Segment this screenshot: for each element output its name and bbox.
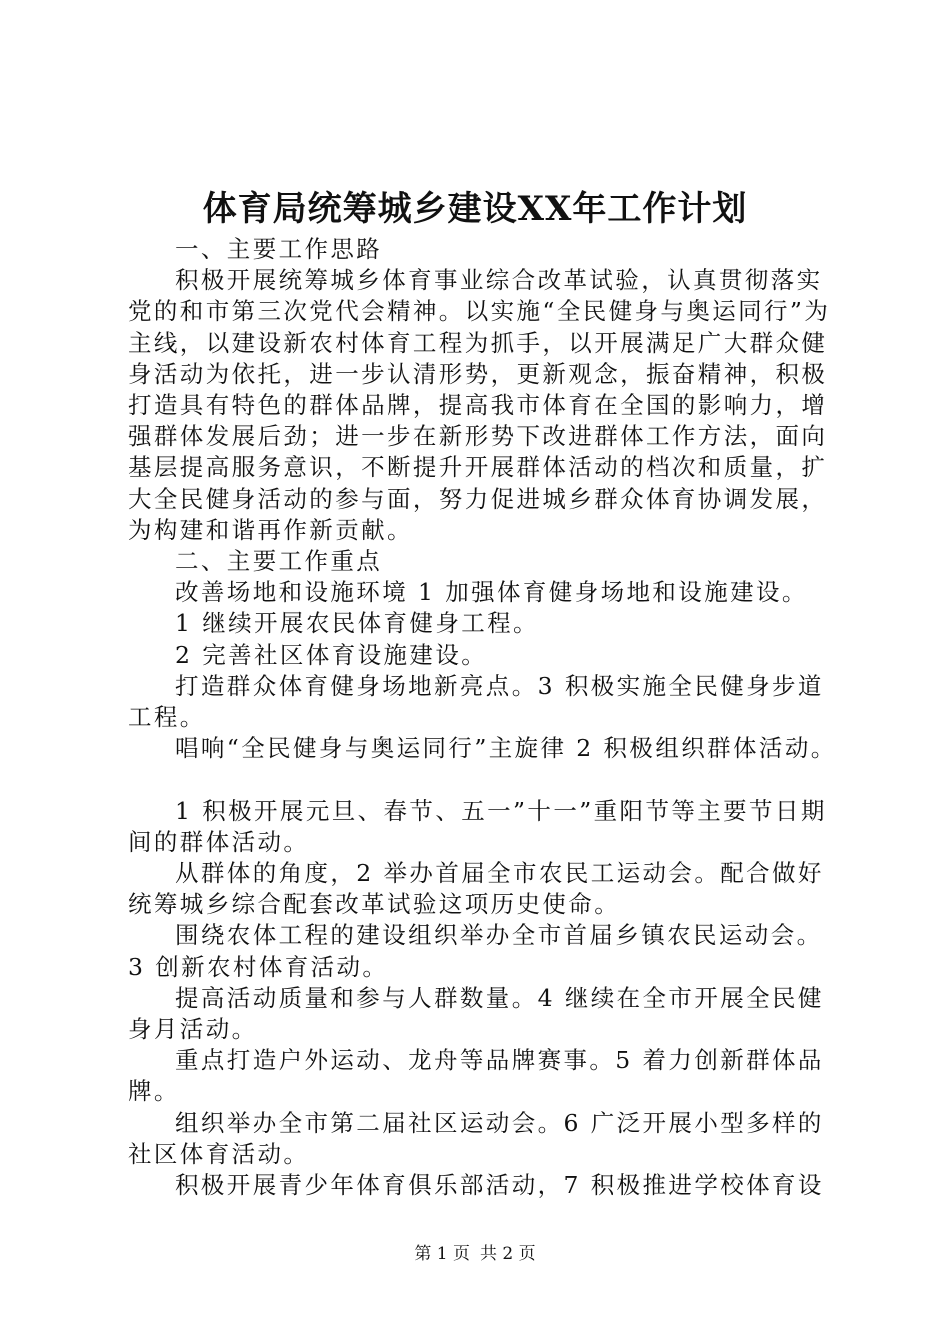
body-paragraph: 1 继续开展农民体育健身工程。 [175,609,539,638]
section-heading: 二、主要工作重点 [175,547,383,576]
body-paragraph: 提高活动质量和参与人群数量。4 继续在全市开展全民健身月活动。 [128,983,824,1044]
document-title: 体育局统筹城乡建设XX年工作计划 [202,189,748,229]
body-paragraph: 组织举办全市第二届社区运动会。6 广泛开展小型多样的社区体育活动。 [128,1108,824,1168]
body-paragraph: 打造群众体育健身场地新亮点。3 积极实施全民健身步道工程。 [128,671,824,732]
body-paragraph: 唱响“全民健身与奥运同行”主旋律 2 积极组织群体活动。 [175,734,837,763]
document-body [128,234,838,1201]
page-number: 第 1 页 [414,1244,470,1264]
body-paragraph: 围绕农体工程的建设组织举办全市首届乡镇农民运动会。3 创新农村体育活动。 [128,921,823,981]
body-paragraph: 1 积极开展元旦、春节、五一”十一”重阳节等主要节日期间的群体活动。 [128,796,827,856]
body-paragraph: 2 完善社区体育设施建设。 [175,640,488,669]
body-paragraph: 重点打造户外运动、龙舟等品牌赛事。5 着力创新群体品牌。 [128,1046,824,1106]
body-paragraph: 积极开展统筹城乡体育事业综合改革试验，认真贯彻落实党的和市第三次党代会精神。以实施“全民健身与奥运同行”为主线，以建设新农村体育工程为抓手，以开展满足广大群众健身活动为依托，进一步认清形势，更新观念，振奋精神，积极打造具有特色的群体品牌，提高我市体育在全国的影响力，增强群体发展后劲；进一步在新形势下改进群体工作方法，面向基层提高服务意识，不断提升开展群体活动的档次和质量，扩大全民健身活动的参与面，努力促进城乡群众体育协调发展，为构建和谐再作新贡献。 [128,266,831,544]
body-paragraph: 改善场地和设施环境 1 加强体育健身场地和设施建设。 [175,578,808,607]
page-footer [0,1242,950,1266]
section-heading: 一、主要工作思路 [175,235,383,263]
body-paragraph: 从群体的角度，2 举办首届全市农民工运动会。配合做好统筹城乡综合配套改革试验这项历史使命。 [128,859,824,919]
page-total: 共 2 页 [480,1244,536,1264]
blank-line [128,764,838,795]
body-paragraph: 积极开展青少年体育俱乐部活动，7 积极推进学校体育设 [175,1171,824,1200]
